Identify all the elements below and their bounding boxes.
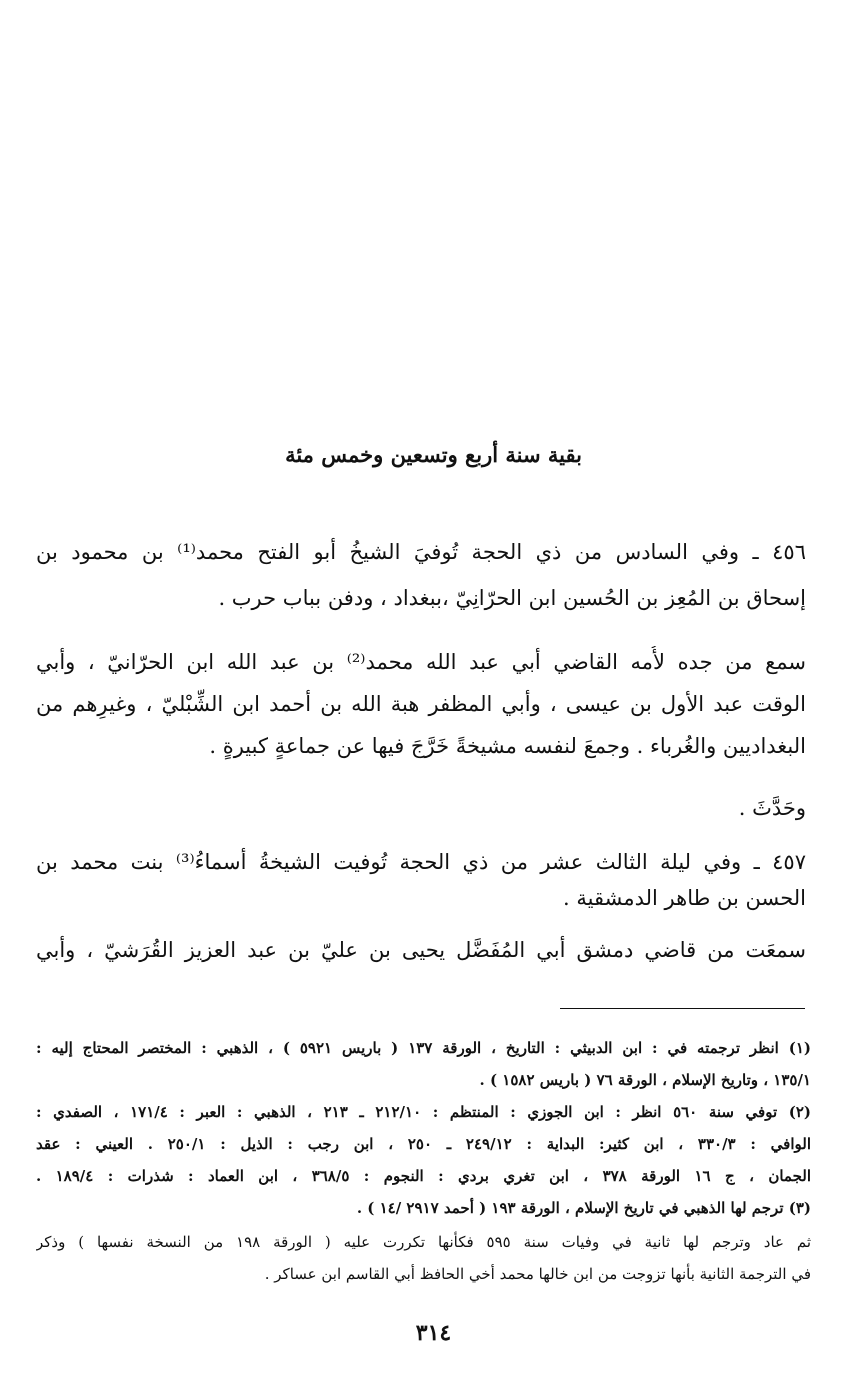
body-line-5: البغداديين والغُرباء . وجمعَ لنفسه مشيخةً خَرَّجَ فيها عن جماعةٍ كبيرةٍ . (209, 734, 806, 758)
footnote-line-1: (١) انظر ترجمته في : ابن الدبيثي : التاريخ ، الورقة ١٣٧ ( باريس ٥٩٢١ ) ، الذهبي : المختصر المحتاج إليه : (36, 1039, 811, 1057)
body-line-8: الحسن بن طاهر الدمشقية . (563, 886, 806, 910)
page-number: ٣١٤ (415, 1320, 452, 1346)
body-line-3: سمع من جده لأُمه القاضي أبي عبد الله محمد⁽²⁾ بن عبد الله ابن الحرّانيّ ، وأبي (36, 650, 806, 674)
footnote-line-3: (٢) توفي سنة ٥٦٠ انظر : ابن الجوزي : المنتظم : ٢١٢/١٠ ـ ٢١٣ ، الذهبي : العبر : ١٧١/٤ ، الصفدي : (36, 1103, 811, 1121)
footnote-line-5: الجمان ، ج ١٦ الورقة ٣٧٨ ، ابن تغري بردي : النجوم : ٣٦٨/٥ ، ابن العماد : شذرات : ١٨٩/٤ . (36, 1167, 811, 1185)
footnote-line-6: (٣) ترجم لها الذهبي في تاريخ الإسلام ، الورقة ١٩٣ ( أحمد ٢٩١٧ /١٤ ) . (356, 1199, 811, 1217)
body-line-6: وحَدَّثَ . (738, 796, 806, 820)
footnote-separator (560, 1008, 805, 1009)
footnote-line-4: الوافي : ٣٣٠/٣ ، ابن كثير: البداية : ٢٤٩/١٢ ـ ٢٥٠ ، ابن رجب : الذيل : ٢٥٠/١ . العيني : عقد (36, 1135, 811, 1153)
body-line-4: الوقت عبد الأول بن عيسى ، وأبي المظفر هبة الله بن أحمد ابن الشِّبْليّ ، وغيرِهم من (36, 692, 806, 716)
body-line-7: ٤٥٧ ـ وفي ليلة الثالث عشر من ذي الحجة تُوفيت الشيخةُ أسماءُ⁽³⁾ بنت محمد بن (36, 850, 806, 874)
section-heading: بقية سنة أربع وتسعين وخمس مئة (285, 442, 582, 467)
body-line-1: ٤٥٦ ـ وفي السادس من ذي الحجة تُوفيَ الشيخُ أبو الفتح محمد⁽¹⁾ بن محمود بن (36, 540, 806, 564)
footnote-line-7: ثم عاد وترجم لها ثانية في وفيات سنة ٥٩٥ فكأنها تكررت عليه ( الورقة ١٩٨ من النسخة نفسها ) وذكر (36, 1233, 811, 1251)
footnote-line-2: ١٣٥/١ ، وتاريخ الإسلام ، الورقة ٧٦ ( باريس ١٥٨٢ ) . (479, 1071, 811, 1089)
footnote-line-8: في الترجمة الثانية بأنها تزوجت من ابن خالها محمد أخي الحافظ أبي القاسم ابن عساكر . (264, 1265, 811, 1283)
body-line-2: إسحاق بن المُعِز بن الحُسين ابن الحرّانِيّ ،ببغداد ، ودفن بباب حرب . (218, 586, 806, 610)
body-line-9: سمعَت من قاضي دمشق أبي المُفَضَّل يحيى بن عليّ بن عبد العزيز القُرَشيّ ، وأبي (36, 938, 806, 962)
